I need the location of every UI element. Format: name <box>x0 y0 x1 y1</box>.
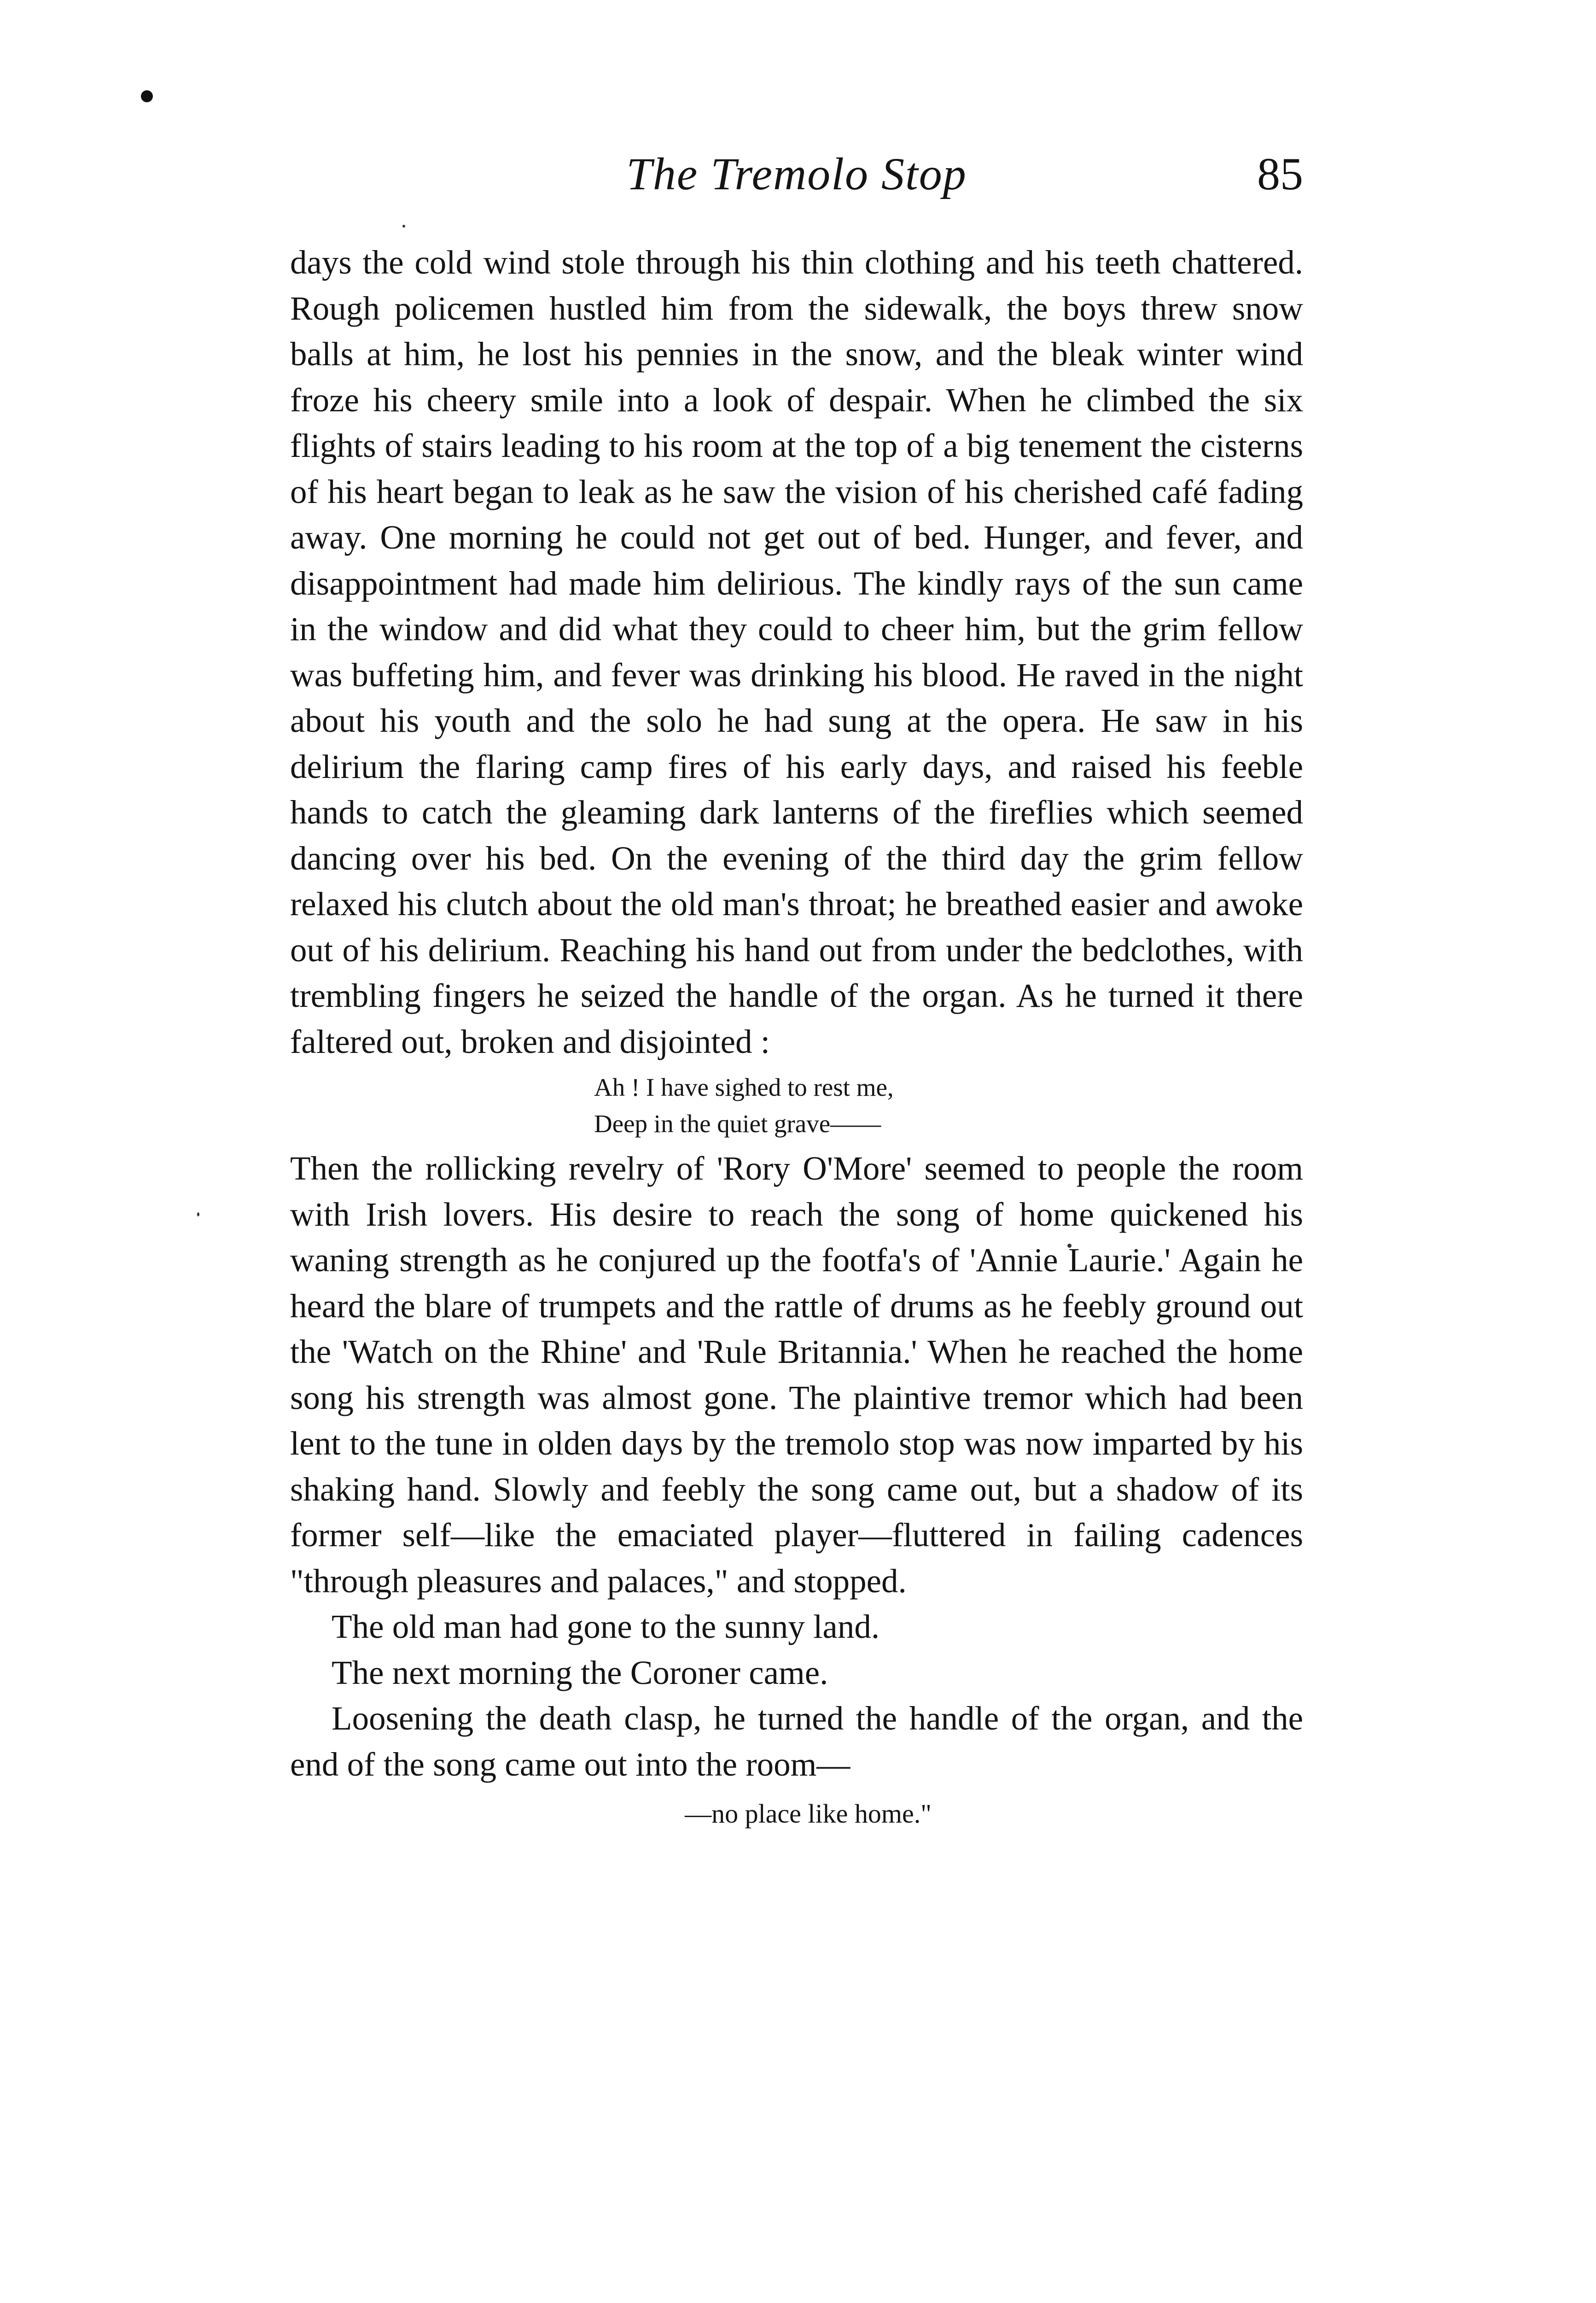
verse-line: Ah ! I have sighed to rest me, <box>594 1073 894 1101</box>
paragraph: The next morning the Coroner came. <box>332 1654 828 1691</box>
paragraph: The old man had gone to the sunny land. <box>332 1608 880 1645</box>
page-speck <box>197 1212 199 1216</box>
page-number: 85 <box>1257 148 1303 199</box>
page-speck <box>402 225 405 228</box>
page-header <box>290 146 1303 216</box>
body-text <box>290 240 1303 1837</box>
ink-dot <box>141 90 153 102</box>
verse-quote <box>594 1064 1303 1146</box>
paragraph: days the cold wind stole through his thin clothing and his teeth chattered. Rough policemen hustled him from the sidewalk, the boys threw snow balls at him, he lost his pennies in the snow, and the bleak winter wind froze his cheery smile into a look of despair. When he climbed the six flights of stairs leading to his room at the top of a big tenement the cisterns of his heart began to leak as he saw the vision of his cherished café fading away. One morning he could not get out of bed. Hunger, and fever, and disappointment had made him delirious. The kindly rays of the sun came in the window and did what they could to cheer him, but the grim fellow was buffeting him, and fever was drinking his blood. He raved in the night about his youth and the solo he had sung at the opera. He saw in his delirium the flaring camp fires of his early days, and raised his feeble hands to catch the gleaming dark lanterns of the fireflies which seemed dancing over his bed. On the evening of the third day the grim fellow relaxed his clutch about the old man's throat; he breathed easier and awoke out of his delirium. Reaching his hand out from under the bedclothes, with trembling fingers he seized the handle of the organ. As he turned it there faltered out, broken and disjointed : <box>290 244 1303 1060</box>
verse-line: Deep in the quiet grave—— <box>594 1110 881 1138</box>
paragraph: Then the rollicking revelry of 'Rory O'More' seemed to people the room with Irish lovers. His desire to reach the song of home quickened his waning strength as he conjured up the footfa's of 'Annie Laurie.' Again he heard the blare of trumpets and the rattle of drums as he feebly ground out the 'Watch on the Rhine' and 'Rule Britannia.' When he reached the home song his strength was almost gone. The plaintive tremor which had been lent to the tune in olden days by the tremolo stop was now imparted by his shaking hand. Slowly and feebly the song came out, but a shadow of its former self—like the emaciated player—fluttered in failing cadences "through pleasures and palaces," and stopped. <box>290 1150 1303 1600</box>
closing-line: —no place like home." <box>685 1799 932 1829</box>
paragraph: Loosening the death clasp, he turned the handle of the organ, and the end of the song came out into the room— <box>290 1700 1303 1783</box>
running-title: The Tremolo Stop <box>626 148 967 199</box>
